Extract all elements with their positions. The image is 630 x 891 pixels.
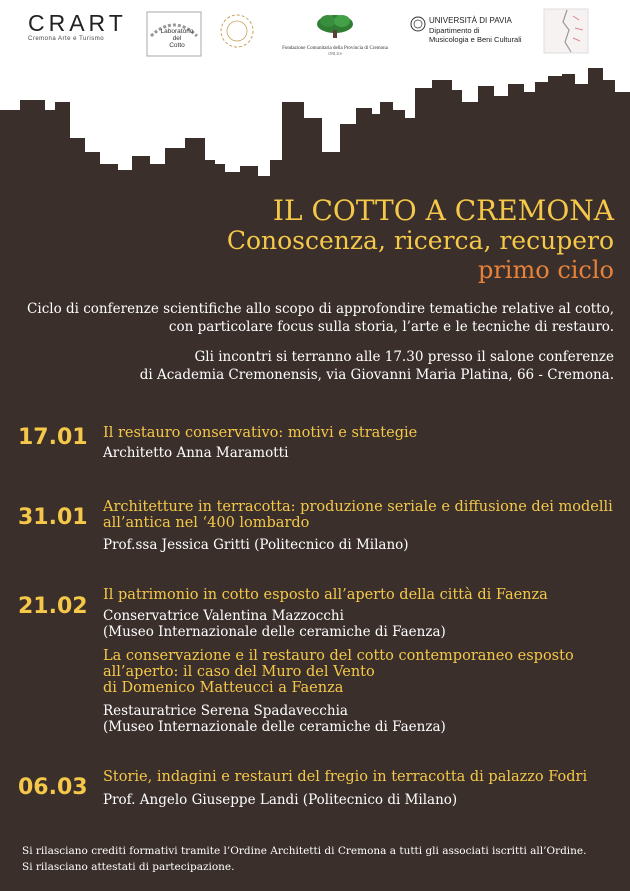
unipv-dept-line-2: Musicologia e Beni Culturali: [429, 35, 522, 44]
event-date: 31.01: [18, 505, 88, 530]
laboratorio-logo-line-3: Cotto: [169, 42, 185, 49]
unipv-dept-line-1: Dipartimento di: [429, 26, 480, 35]
talk-speaker: Conservatrice Valentina Mazzocchi: [103, 608, 344, 624]
poster-subtitle: Conoscenza, ricerca, recupero: [226, 226, 614, 255]
event-date: 17.01: [18, 425, 88, 450]
talk-affiliation: (Museo Internazionale delle ceramiche di Faenza): [103, 624, 446, 640]
unipv-seal-icon: [410, 16, 426, 32]
intro-description: Ciclo di conferenze scientifiche allo scopo di approfondire tematiche relative al cotto, con particolare focus sulla storia, l’arte e le tecniche di restauro.: [27, 301, 614, 335]
talk-title: Il restauro conservativo: motivi e strategie: [103, 425, 418, 441]
crart-logo-subtitle: Cremona Arte e Turismo: [28, 36, 105, 42]
talk-title-line: all’aperto: il caso del Muro del Vento: [103, 664, 375, 680]
footer-credits: Si rilasciano crediti formativi tramite l’Ordine Architetti di Cremona a tutti gli associati iscritti all’Ordine.: [22, 845, 587, 857]
talk-speaker: Restauratrice Serena Spadavecchia: [103, 703, 348, 719]
laboratorio-logo-line-2: del: [172, 35, 182, 42]
talk-speaker: Prof.ssa Jessica Gritti (Politecnico di Milano): [103, 537, 409, 553]
poster-edition: primo ciclo: [477, 256, 614, 284]
footer-attestati: Si rilasciano attestati di partecipazione.: [22, 861, 235, 873]
talk-speaker: Prof. Angelo Giuseppe Landi (Politecnico di Milano): [103, 792, 458, 808]
poster-title: IL COTTO A CREMONA: [272, 194, 614, 227]
talk-title: Il patrimonio in cotto esposto all’aperto della città di Faenza: [103, 587, 548, 603]
talk-title-line: La conservazione e il restauro del cotto contemporaneo esposto: [103, 648, 574, 664]
intro-venue-line-2: di Academia Cremonensis, via Giovanni Maria Platina, 66 - Cremona.: [139, 367, 614, 383]
city-skyline-silhouette: [0, 40, 630, 200]
fondazione-logo-name: Fondazione Comunitaria della Provincia di Cremona: [282, 46, 388, 51]
unipv-logo-name: UNIVERSITÀ DI PAVIA: [429, 16, 512, 25]
crart-logo-name: CRART: [28, 10, 127, 36]
event-date: 06.03: [18, 775, 88, 800]
talk-title: Storie, indagini e restauri del fregio in terracotta di palazzo Fodri: [103, 769, 588, 785]
tree-icon: [270, 12, 400, 42]
talk-title-line: di Domenico Matteucci a Faenza: [103, 680, 344, 696]
intro-venue-line-1: Gli incontri si terranno alle 17.30 presso il salone conferenze: [194, 349, 614, 365]
fondazione-logo-sub: ONLUS: [328, 51, 342, 56]
laboratorio-logo-line-1: Laboratorio: [160, 28, 194, 35]
talk-speaker: Architetto Anna Maramotti: [103, 445, 289, 461]
talk-affiliation: (Museo Internazionale delle ceramiche di Faenza): [103, 719, 446, 735]
talk-title: Architetture in terracotta: produzione seriale e diffusione dei modelli all’antica nel ‘400 lombardo: [103, 499, 613, 531]
event-date: 21.02: [18, 594, 88, 619]
